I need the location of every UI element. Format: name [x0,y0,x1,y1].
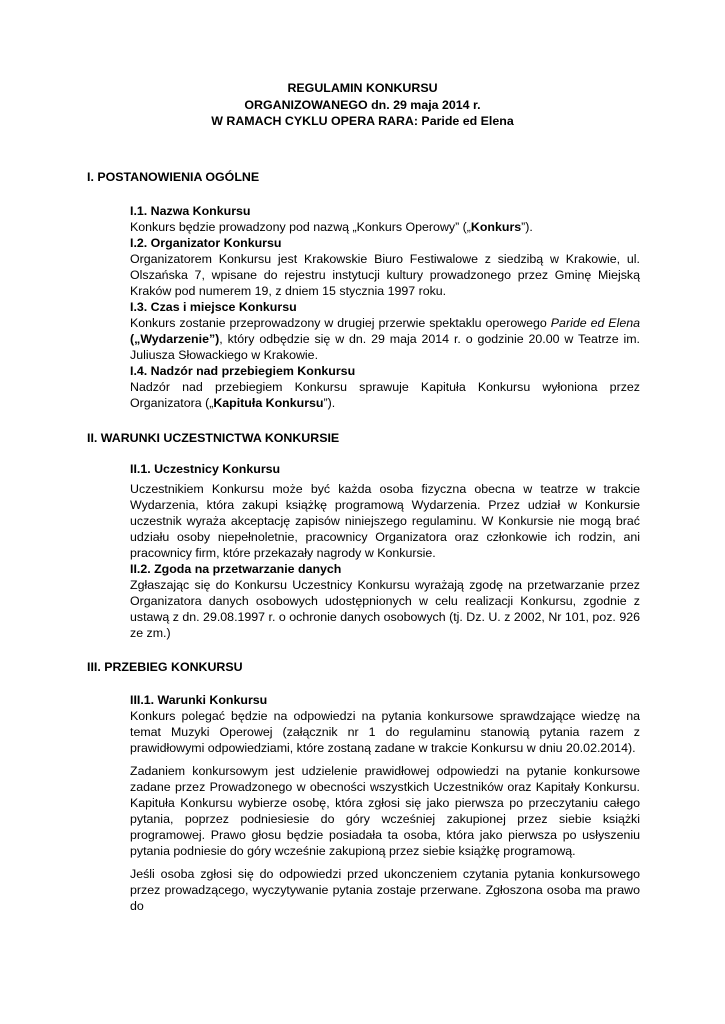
subsection-1-3-text [130,315,640,363]
subsection-2-1-heading: II.1. Uczestnicy Konkursu [130,462,281,476]
subsection-1-1-heading: I.1. Nazwa Konkursu [130,204,251,218]
document-title [0,80,725,130]
opera-title: Paride ed Elena [550,316,640,330]
subsection-2-1-text: Uczestnikiem Konkursu może być każda osoba fizyczna obecna w teatrze w trakcie Wydarzenia, która zakupi książkę programową Wydarzenia. Przez udział w Konkursie uczestnik wyraża akceptację zapisów niniejszego regulaminu. W Konkursie nie mogą brać udziału osoby niepełnoletnie, pracownicy Organizatora oraz członkowie ich rodzin, ani pracownicy firm, które przekazały nagrody w Konkursie. [130,482,640,560]
section-2-body [130,461,640,641]
subsection-2-2-heading: II.2. Zgoda na przetwarzanie danych [130,562,342,576]
section-3-heading: III. PRZEBIEG KONKURSU [87,660,243,674]
defined-term: Konkurs [470,220,522,234]
subsection-1-4-text [130,379,640,411]
subsection-3-1-text: Konkurs polegać będzie na odpowiedzi na pytania konkursowe sprawdzające wiedzę na temat Muzyki Operowej (załącznik nr 1 do regulaminu stanowią pytania razem z prawidłowymi odpowiedziami, które zostaną zadane w trakcie Konkursu w dniu 20.02.2014). [130,709,640,755]
subsection-3-1-heading: III.1. Warunki Konkursu [130,693,268,707]
defined-term: Kapituła Konkursu [213,396,324,410]
text-run: Konkurs zostanie przeprowadzony w drugiej przerwie spektaklu operowego [130,316,551,330]
section-2-heading: II. WARUNKI UCZESTNICTWA KONKURSIE [87,431,340,445]
text-run: Nadzór nad przebiegiem Konkursu sprawuje Kapituła Konkursu wyłoniona przez Organizatora („ [130,380,640,410]
subsection-1-4-heading: I.4. Nadzór nad przebiegiem Konkursu [130,364,356,378]
section-3-body [130,692,640,914]
title-line-2: ORGANIZOWANEGO dn. 29 maja 2014 r. [244,97,481,112]
defined-term: („Wydarzenie”) [130,332,220,346]
subsection-1-1-text [130,219,640,235]
section-1-body [130,203,640,411]
paragraph-task: Zadaniem konkursowym jest udzielenie prawidłowej odpowiedzi na pytanie konkursowe zadane przez Prowadzonego w obecności wszystkich Uczestników oraz Kapitały Konkursu. Kapituła Konkursu wybierze osobę, która zgłosi się jako pierwsza po przeczytaniu całego pytania, poprzez podniesiesie do góry wcześniej zakupionej przez siebie książki programowej. Prawo głosu będzie posiadała ta osoba, która jako pierwsza po usłyszeniu pytania podniesie do góry wcześnie zakupioną przez siebie książkę programową. [130,764,640,858]
text-run: , który odbędzie się w dn. 29 maja 2014 r. o godzinie 20.00 w Teatrze im. Juliusza Słowackiego w Krakowie. [130,332,640,362]
text-run: ”). [521,220,533,234]
subsection-2-2-text: Zgłaszając się do Konkursu Uczestnicy Konkursu wyrażają zgodę na przetwarzanie przez Organizatora danych osobowych udostępnionych w celu realizacji Konkursu, zgodnie z ustawą z dn. 29.08.1997 r. o ochronie danych osobowych (tj. Dz. U. z 2002, Nr 101, poz. 926 ze zm.) [130,578,640,640]
paragraph-early-answer: Jeśli osoba zgłosi się do odpowiedzi przed ukonczeniem czytania pytania konkursowego przez prowadzącego, wyczytywanie pytania zostaje przerwane. Zgłoszona osoba ma prawo do [130,867,640,913]
title-line-3: W RAMACH CYKLU OPERA RARA: Paride ed Elena [211,114,514,128]
subsection-1-2-text: Organizatorem Konkursu jest Krakowskie Biuro Festiwalowe z siedzibą w Krakowie, ul. Olszańska 7, wpisane do rejestru instytucji kultury prowadzonego przez Gminę Miejską Kraków pod numerem 19, z dniem 15 stycznia 1997 roku. [130,252,640,298]
text-run: ”). [323,396,336,410]
subsection-1-3-heading: I.3. Czas i miejsce Konkursu [130,300,297,314]
section-1-heading: I. POSTANOWIENIA OGÓLNE [87,170,260,184]
text-run: Konkurs będzie prowadzony pod nazwą „Konkurs Operowy” („ [130,220,471,234]
title-line-1: REGULAMIN KONKURSU [287,81,438,95]
subsection-1-2-heading: I.2. Organizator Konkursu [130,236,282,250]
